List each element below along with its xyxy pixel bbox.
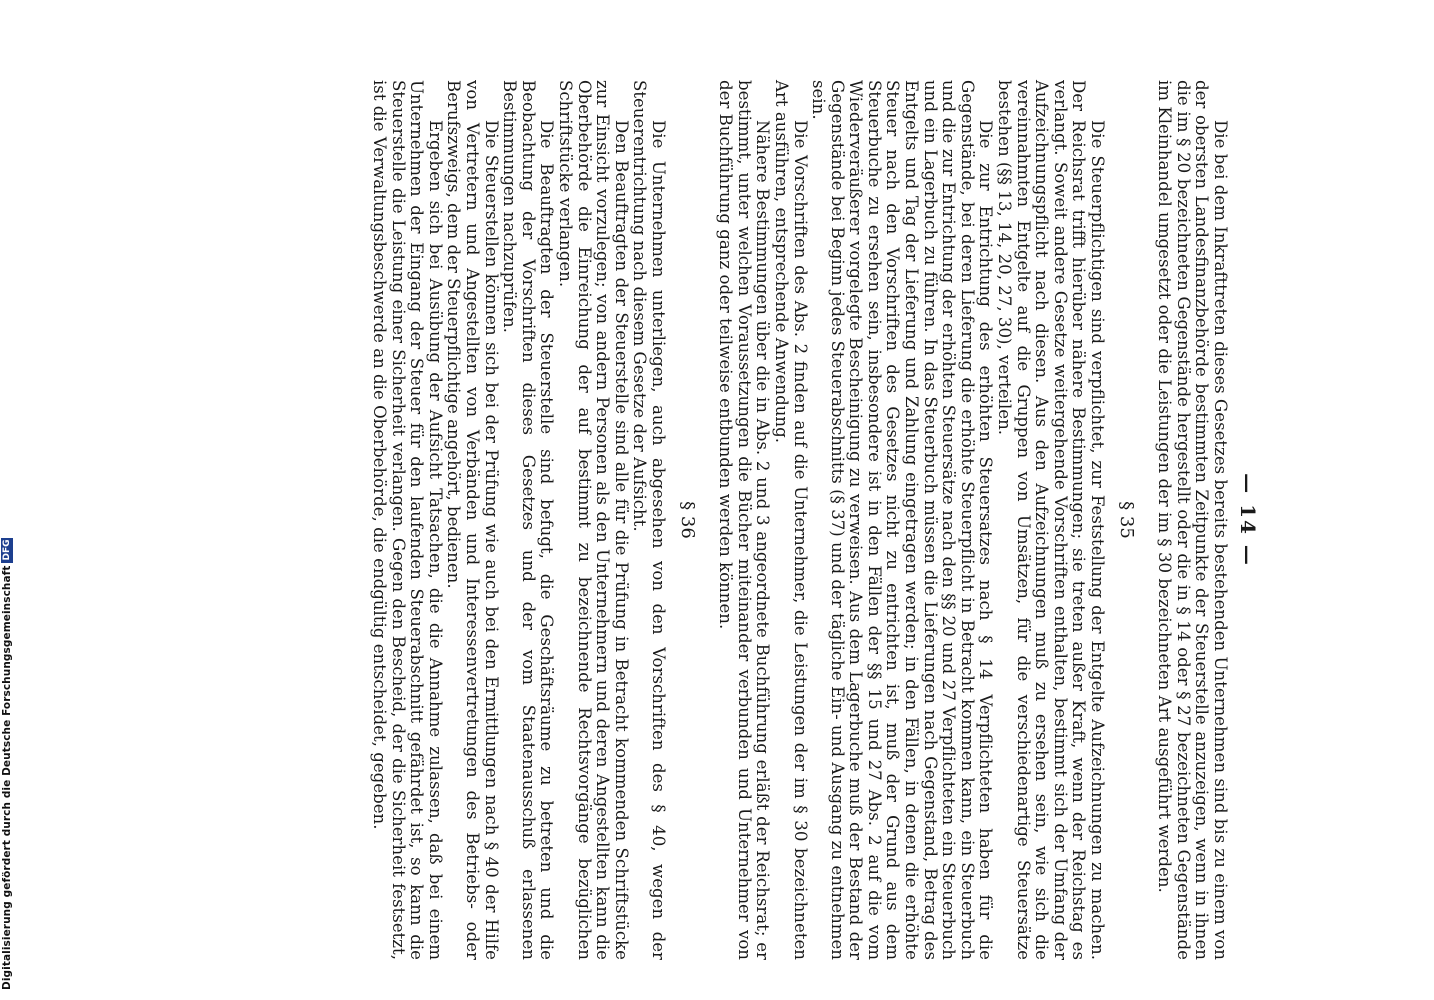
paragraph: Die bei dem Inkrafttreten dieses Gesetzes bereits bestehenden Unternehmen sind bis zu einem von der obersten Landesfinanzbehörde bestimmten Zeitpunkte der Steuerstelle anzuzeigen, wenn in ihnen die im § 20 bezeichneten Gegenstände hergestellt oder die in § 14 oder § 27 bezeichneten Gegenstände im Kleinhandel umgesetzt oder die Leistungen der im § 30 bezeichneten Art ausgeführt werden. — [1155, 80, 1230, 960]
section-36-heading: § 36 — [676, 501, 698, 539]
paragraph: Den Beauftragten der Steuerstelle sind alle für die Prüfung in Betracht kommenden Schriftstücke zur Einsicht vorzulegen; von andern Personen als den Unternehmern und deren Angestellten kann die Oberbehörde die Einreichung der auf bestimmt zu bezeichnende Rechtsvorgänge bezüglichen Schriftstücke verlangen. — [556, 80, 631, 960]
paragraph: Die zur Entrichtung des erhöhten Steuersatzes nach § 14 Verpflichteten haben für die Gegenstände, bei deren Lieferung die erhöhte Steuerpflicht in Betracht kommen kann, ein Steuerbuch und die zur Entrichtung der erhöhten Steuersätze nach den §§ 20 und 27 Verpflichteten ein Steuerbuch und ein Lagerbuch zu führen. In das Steuerbuch müssen die Lieferungen nach Gegenstand, Betrag des Entgelts und Tag der Lieferung und Zahlung eingetragen werden; in den Fällen, in denen die erhöhte Steuer nach den Vorschriften des Gesetzes nicht zu entrichten ist, muß der Grund aus dem Steuerbuche zu ersehen sein, insbesondere ist in den Fällen der §§ 15 und 27 Abs. 2 auf die vom Wiederveräußerer vorgelegte Bescheinigung zu verweisen. Aus dem Lagerbuche muß der Bestand der Gegenstände bei Beginn jedes Steuerabschnitts (§ 37) und der tägliche Ein- und Ausgang zu entnehmen sein. — [809, 80, 996, 960]
page-number-header: — 14 — — [1236, 473, 1260, 567]
rotated-text-block — [117, 80, 1267, 960]
digitization-credit — [0, 0, 14, 1000]
paragraph: Die Unternehmen unterliegen, auch abgesehen von den Vorschriften des § 40, wegen der Steuerentrichtung nach diesem Gesetze der Aufsicht. — [630, 80, 668, 960]
paragraph: Ergeben sich bei Ausübung der Aufsicht Tatsachen, die die Annahme zulassen, daß bei einem Unternehmen der Eingang der Steuer für den laufenden Steuerabschnitt gefährdet ist, so kann die Steuerstelle die Leistung einer Sicherheit verlangen. Gegen den Bescheid, der die Sicherheit festsetzt, ist die Verwaltungsbeschwerde an die Oberbehörde, die endgültig entscheidet, gegeben. — [370, 80, 445, 960]
paragraph: Nähere Bestimmungen über die in Abs. 2 und 3 angeordnete Buchführung erläßt der Reichsrat; er bestimmt, unter welchen Voraussetzungen die Bücher miteinander verbunden und Unternehmer von der Buchführung ganz oder teilweise entbunden werden können. — [716, 80, 773, 960]
section-35-heading: § 35 — [1115, 501, 1137, 539]
paragraph: Die Steuerpflichtigen sind verpflichtet, zur Feststellung der Entgelte Aufzeichnungen zu machen. Der Reichsrat trifft hierüber nähere Bestimmungen; sie treten außer Kraft, wenn der Reichstag es verlangt. Soweit andere Gesetze weitergehende Vorschriften enthalten, bestimmt sich der Umfang der Aufzeichnungspflicht nach diesen. Aus den Aufzeichnungen muß zu ersehen sein, wie sich die vereinnahmten Entgelte auf die Gruppen von Umsätzen, für die verschiedenartige Steuersätze bestehen (§§ 13, 14, 20, 27, 30), verteilen. — [995, 80, 1108, 960]
dfg-logo: DFG — [2, 539, 12, 561]
paragraph: Die Vorschriften des Abs. 2 finden auf die Unternehmer, die Leistungen der im § 30 bezeichneten Art ausführen, entsprechende Anwendung. — [771, 80, 810, 960]
paragraph: Die Steuerstellen können sich bei der Prüfung wie auch bei den Ermittlungen nach § 40 der Hilfe von Vertretern und Angestellten von Verbänden und Interessenvertretungen des Betriebs- oder Berufszweigs, dem der Steuerpflichtige angehört, bedienen. — [444, 80, 501, 960]
credit-text: Digitalisierung gefördert durch die Deutsche Forschungsgemeinschaft — [1, 565, 13, 990]
paragraph: Die Beauftragten der Steuerstelle sind befugt, die Geschäftsräume zu betreten und die Beobachtung der Vorschriften dieses Gesetzes und der vom Staatenausschuß erlassenen Bestimmungen nachzuprüfen. — [500, 80, 557, 960]
